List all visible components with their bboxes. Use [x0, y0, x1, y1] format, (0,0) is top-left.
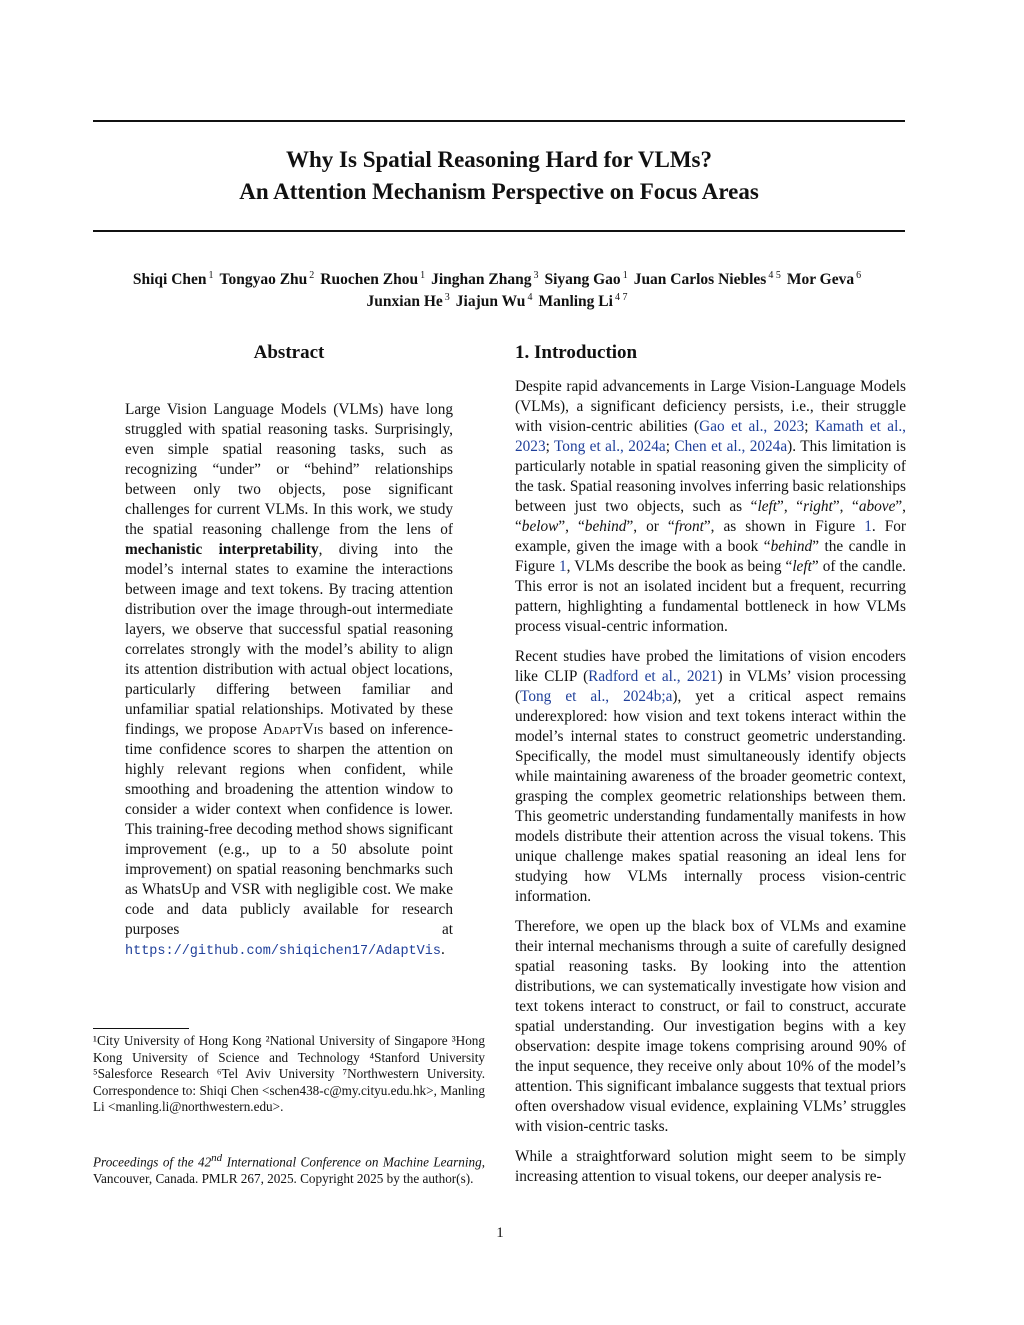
abstract-text-3: based on inference-time confidence scores to sharpen the attention on highly relevant regions when confident, while smoothing and broadening the attention window to consider a wider context when confidence is lower. This training-free decoding method shows significant improvement (e.g., up to a 50 absolute point improvement) on spatial reasoning benchmarks such as WhatsUp and VSR with negligible cost. We make code and data publicly available for research purposes at — [125, 721, 453, 938]
affiliations-footnote: ¹City University of Hong Kong ²National University of Singapore ³Hong Kong University of Science and Technology ⁴Stanford University ⁵Salesforce Research ⁶Tel Aviv University ⁷Northwestern University. Correspondence to: Shiqi Chen <schen438-c@my.cityu.edu.hk>, Manling Li <manling.li@northwestern.edu>. — [93, 1033, 485, 1115]
paper-title-line1: Why Is Spatial Reasoning Hard for VLMs? — [286, 147, 712, 172]
author-affiliation: 4 5 — [768, 270, 781, 281]
citation-link[interactable]: Tong et al., 2024b;a — [520, 688, 673, 705]
abstract-bold: mechanistic interpretability — [125, 541, 319, 558]
citation-link[interactable]: Kamath et al., 2023 — [515, 418, 906, 455]
author-affiliation: 4 7 — [614, 292, 628, 303]
author-name: Siyang Gao — [544, 271, 621, 289]
page-number: 1 — [496, 1225, 504, 1241]
author-affiliation: 1 — [420, 270, 426, 281]
intro-paragraph-3: Therefore, we open up the black box of VLMs and examine their internal mechanisms through a suite of carefully designed spatial reasoning tasks. By looking into the attention distributions, we can systematically investigate how vision and text tokens interact to construct, or fail to construct, accurate spatial understanding. Our investigation begins with a key observation: despite image tokens comprising around 90% of the input sequence, they receive only about 10% of the model’s attention. This significant imbalance suggests that textual priors often overshadow visual evidence, explaining VLMs’ struggles with vision-centric tasks. — [515, 918, 906, 1135]
abstract-text-2: , diving into the model’s internal states to examine the interactions between image and text tokens. By tracing attention distribution over the image through-out intermediate layers, we observe that successful spatial reasoning correlates strongly with the model’s ability to align its attention distribution with actual object locations, particularly differing between familiar and unfamiliar spatial relationships. Motivated by these findings, we propose — [125, 541, 453, 738]
method-name: AdaptVis — [262, 721, 324, 738]
author-affiliation: 3 — [533, 270, 539, 281]
author-affiliation: 2 — [309, 270, 315, 281]
author-name: Juan Carlos Niebles — [633, 271, 767, 289]
author-name: Tongyao Zhu — [219, 271, 308, 289]
abstract-end: . — [440, 941, 445, 958]
author-affiliation: 3 — [444, 292, 450, 303]
proceedings-note — [93, 1150, 485, 1188]
abstract-body — [125, 400, 453, 962]
author-name: Manling Li — [538, 293, 613, 311]
figure-ref-link[interactable]: 1 — [864, 518, 872, 535]
title-rule-bottom — [93, 230, 905, 232]
author-affiliation: 1 — [208, 270, 214, 281]
citation-link[interactable]: Radford et al., 2021 — [588, 668, 718, 685]
citation-link[interactable]: Chen et al., 2024a — [674, 438, 788, 455]
author-name: Jiajun Wu — [455, 293, 526, 311]
author-list-line2 — [70, 287, 930, 313]
proceedings-rest: , Vancouver, Canada. PMLR 267, 2025. Copyright 2025 by the author(s). — [93, 1154, 485, 1186]
proceedings-italic: Proceedings of the 42 — [93, 1154, 212, 1170]
author-name: Shiqi Chen — [132, 271, 207, 289]
author-name: Ruochen Zhou — [320, 271, 419, 289]
author-affiliation: 4 — [527, 292, 533, 303]
intro-paragraph-2: Recent studies have probed the limitations of vision encoders like CLIP (Radford et al., 2021) in VLMs’ vision processing (Tong et al., 2024b;a), yet a critical aspect remains underexplored: how vision and text tokens interact within the model’s internal states to construct geometric understanding. Specifically, the model must simultaneously identify objects while maintaining awareness of the broader geometric context, grasping the complex geometric relationships between them. This geometric understanding fundamentally manifests in how models distribute their attention across the visual tokens. This unique challenge makes spatial reasoning an ideal lens for studying how VLMs internally process vision-centric information. — [515, 648, 907, 905]
paper-title-line2: An Attention Mechanism Perspective on Focus Areas — [239, 179, 759, 204]
author-name: Jinghan Zhang — [431, 271, 532, 289]
figure-ref-link[interactable]: 1 — [559, 558, 567, 575]
citation-link[interactable]: Tong et al., 2024a — [554, 438, 666, 455]
author-name: Junxian He — [366, 293, 443, 311]
abstract-text-1: Large Vision Language Models (VLMs) have long struggled with spatial reasoning tasks. Surprisingly, even simple spatial reasoning tasks, such as recognizing “under” or “behind” relationships between only two objects, pose significant challenges for current VLMs. In this work, we study the spatial reasoning challenge from the lens of — [125, 401, 453, 538]
citation-link[interactable]: Gao et al., 2023 — [699, 418, 805, 435]
intro-heading: 1. Introduction — [515, 342, 638, 363]
author-name: Mor Geva — [786, 271, 855, 289]
code-link[interactable]: https://github.com/shiqichen17/AdaptVis — [125, 944, 441, 959]
abstract-heading: Abstract — [253, 342, 325, 363]
title-rule-top — [93, 120, 905, 122]
intro-paragraph-4: While a straightforward solution might seem to be simply increasing attention to visual tokens, our deeper analysis re- — [515, 1148, 906, 1185]
proceedings-sup: nd — [211, 1152, 223, 1164]
intro-paragraph-1: Despite rapid advancements in Large Vision-Language Models (VLMs), a significant deficiency persists, i.e., their struggle with vision-centric abilities (Gao et al., 2023; Kamath et al., 2023; Tong et al., 2024a; Chen et al., 2024a). This limitation is particularly notable in spatial reasoning given the simplicity of the task. Spatial reasoning involves inferring basic relationships between just two objects, such as “left”, “right”, “above”, “below”, “behind”, or “front”, as shown in Figure 1. For example, given the image with a book “behind” the candle in Figure 1, VLMs describe the book as being “left” of the candle. This error is not an isolated incident but a frequent, recurring pattern, highlighting a fundamental bottleneck in how VLMs process visual-centric information. — [515, 378, 907, 635]
author-affiliation: 1 — [622, 270, 628, 281]
author-affiliation: 6 — [856, 270, 862, 281]
proceedings-italic2: International Conference on Machine Learning — [222, 1154, 482, 1170]
footnote-rule — [93, 1028, 189, 1029]
intro-body — [515, 377, 906, 1197]
